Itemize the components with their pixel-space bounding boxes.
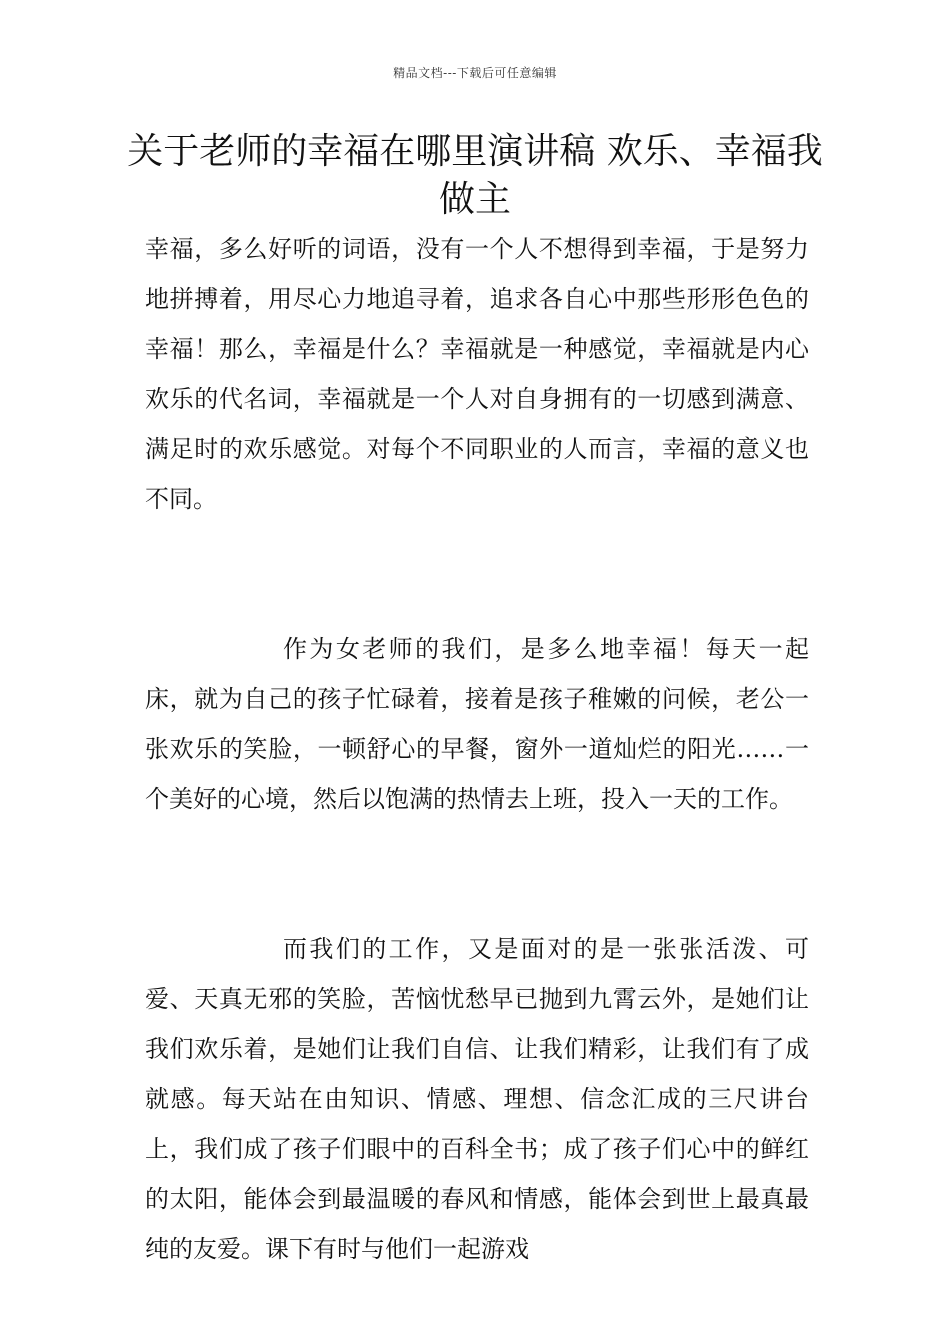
document-title: 关于老师的幸福在哪里演讲稿 欢乐、幸福我做主 [127, 131, 823, 220]
header-note: 精品文档---下载后可任意编辑 [393, 66, 557, 80]
paragraph-spacer [145, 524, 809, 624]
paragraph-2: 作为女老师的我们，是多么地幸福！每天一起床，就为自己的孩子忙碌着，接着是孩子稚嫩的问候，老公一张欢乐的笑脸，一顿舒心的早餐，窗外一道灿烂的阳光……一个美好的心境，然后以饱满的热情去上班，投入一天的工作。 [145, 635, 809, 813]
paragraph-1: 幸福，多么好听的词语，没有一个人不想得到幸福，于是努力地拼搏着，用尽心力地追寻着，追求各自心中那些形形色色的幸福！那么，幸福是什么？幸福就是一种感觉，幸福就是内心欢乐的代名词，幸福就是一个人对自身拥有的一切感到满意、满足时的欢乐感觉。对每个不同职业的人而言，幸福的意义也不同。 [145, 235, 809, 513]
paragraph-3: 而我们的工作，又是面对的是一张张活泼、可爱、天真无邪的笑脸，苦恼忧愁早已抛到九霄云外，是她们让我们欢乐着，是她们让我们自信、让我们精彩，让我们有了成就感。每天站在由知识、情感、理想、信念汇成的三尺讲台上，我们成了孩子们眼中的百科全书；成了孩子们心中的鲜红的太阳，能体会到最温暖的春风和情感，能体会到世上最真最纯的友爱。课下有时与他们一起游戏 [145, 935, 809, 1263]
paragraph-spacer [145, 824, 809, 924]
document-body [145, 224, 809, 1274]
